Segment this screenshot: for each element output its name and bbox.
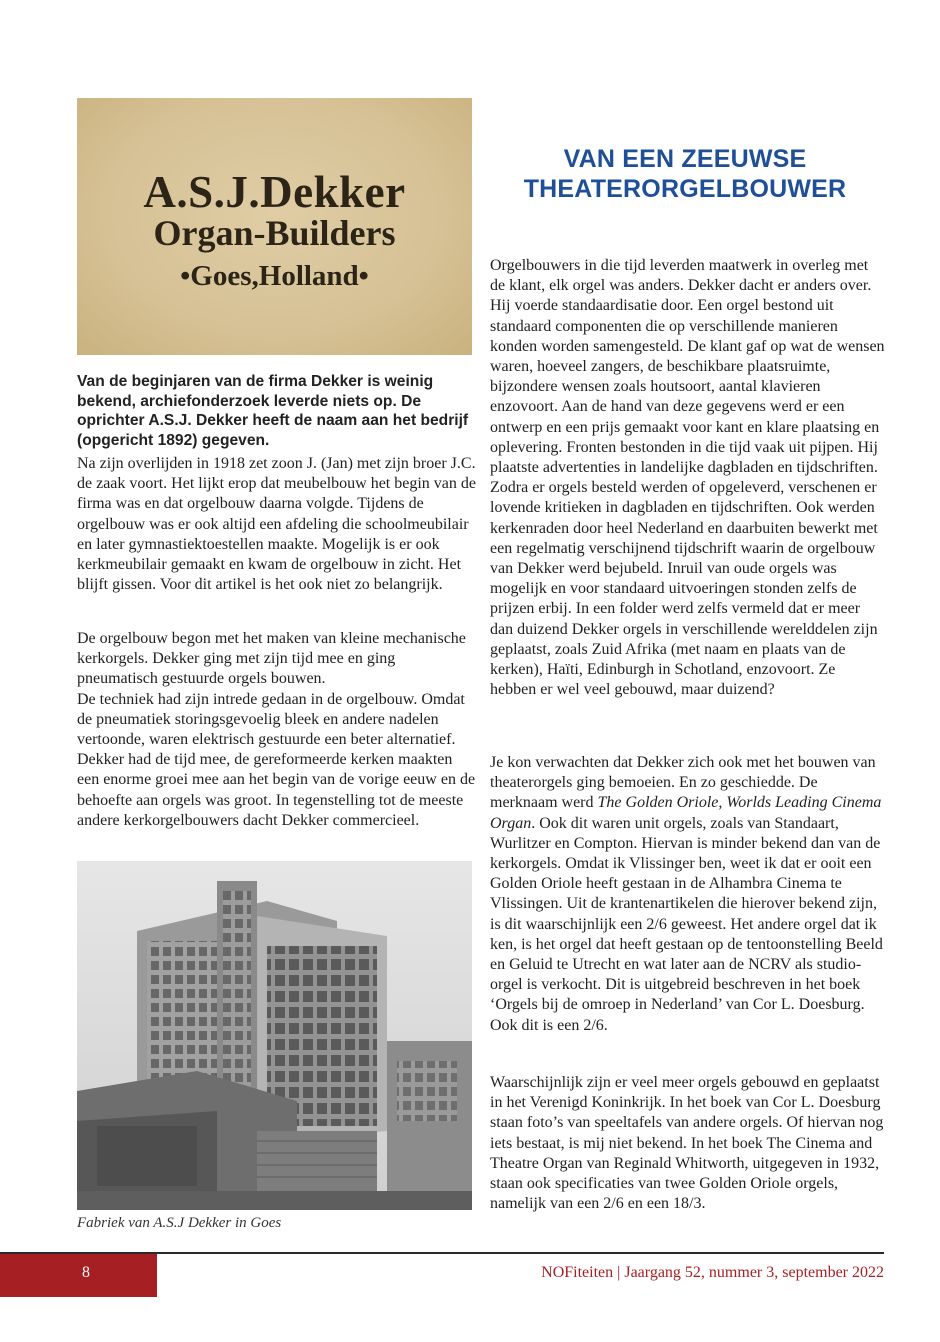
dekker-logo-image [77,98,472,355]
logo-line-2: Organ-Builders [153,213,396,253]
title-line-1: VAN EEN ZEEUWSE [563,145,807,173]
photo-caption: Fabriek van A.S.J Dekker in Goes [77,1215,282,1231]
title-line-2: THEATERORGELBOUWER [523,175,847,203]
publication-info: NOFiteiten | Jaargang 52, nummer 3, september 2022 [541,1264,884,1281]
theatre-organs-text-b: . Ook dit waren unit orgels, zoals van Standaart, Wurlitzer en Compton. Hiervan is minder bekend dan van de kerkorgels. Omdat ik Vlissinger ben, weet ik dat er ooit een Golden Oriole heeft gestaan in de Alhambra Cinema te Vlissingen. Uit de krantenartikelen die hierover bekend zijn, is dit waarschijnlijk een 2/6 geweest. Het andere orgel dat ik ken, is het orgel dat heeft gestaan op de tentoonstelling Beeld en Geluid te Utrecht en wat later aan de NCRV als studio-orgel is verkocht. Dit is uitgebreid beschreven in het boek ‘Orgels bij de omroep in Nederland’ van Cor L. Doesburg. Ook dit is een 2/6. [490,814,883,1034]
logo-line-3: •Goes,Holland• [180,260,369,292]
article-title [485,144,885,204]
paragraph-standardisation: Orgelbouwers in die tijd leverden maatwerk in overleg met de klant, elk orgel was anders. Dekker dacht er anders over. Hij voerde standaardisatie door. Een orgel bestond uit standaard componenten die op verschillende manieren konden worden samengesteld. De klant gaf op wat de wensen waren, hoeveel zangers, de beschikbare plaatsruimte, bijzondere wensen zoals houtsoort, aantal klavieren enzovoort. Aan de hand van deze gegevens werd er een ontwerp en een prijs gemaakt voor kant en klare plaatsing en oplevering. Fronten bestonden in die tijd vaak uit pijpen. Hij plaatste advertenties in landelijke dagbladen en tijdschriften. Zodra er orgels besteld werden of opgeleverd, verschenen er lovende kritieken in dagbladen en tijdschriften. Ook werden kerkenraden door heel Nederland en daarbuiten bewerkt met een regelmatig verschijnend tijdschrift waarin de orgelbouw van Dekker werd bejubeld. Inruil van oude orgels was mogelijk en voor standaard uitvoeringen stonden zelfs de prijzen erbij. In een folder werd zelfs vermeld dat er meer dan duizend Dekker orgels in verschillende werelddelen zijn geplaatst, zoals Zuid Afrika (met naam en plaats van de kerken), Haïti, Edinburgh in Schotland, enzovoort. Ze hebben er wel veel gebouwd, maar duizend? [490,257,885,699]
page-number-box [0,1254,157,1297]
theatre-organs-text-a: Je kon verwachten dat Dekker zich ook met het bouwen van theaterorgels ging bemoeien. En zo geschiedde. De merknaam werd [490,754,876,812]
paragraph-organbuilding-a: De orgelbouw begon met het maken van kleine mechanische kerkorgels. Dekker ging met zijn tijd mee en ging pneumatisch gestuurde orgels bouwen. [77,630,466,688]
factory-photo [77,861,472,1210]
page-number: 8 [82,1264,90,1281]
paragraph-united-kingdom: Waarschijnlijk zijn er veel meer orgels gebouwd en geplaatst in het Verenigd Koninkrijk. In het boek van Cor L. Doesburg staan foto’s van speeltafels van andere orgels. Of hiervan nog iets bestaat, is mij niet bekend. In het boek The Cinema and Theatre Organ van Reginald Whitworth, uitgegeven in 1932, staan ook specificaties van twee Golden Oriole orgels, namelijk van een 2/6 en een 18/3. [490,1074,884,1213]
paragraph-organbuilding-b: De techniek had zijn intrede gedaan in de orgelbouw. Omdat de pneumatiek storingsgevoelig bleek en andere nadelen vertoonde, waren elektrisch gestuurde een beter alternatief. Dekker had de tijd mee, de gereformeerde kerken maakten een enorme groei mee aan het begin van de vorige eeuw en de behoefte aan orgels was groot. In tegenstelling tot de meeste andere kerkorgelbouwers dacht Dekker commercieel. [77,690,476,829]
intro-paragraph: Van de beginjaren van de firma Dekker is weinig bekend, archiefonderzoek leverde niets op. De oprichter A.S.J. Dekker heeft de naam aan het bedrijf (opgericht 1892) gegeven. [77,373,469,449]
paragraph-theatre-organs [490,753,885,1036]
brand-name: The Golden Oriole, Worlds Leading Cinema Organ [490,794,882,832]
logo-line-1: A.S.J.Dekker [143,167,406,217]
paragraph-history: Na zijn overlijden in 1918 zet zoon J. (Jan) met zijn broer J.C. de zaak voort. Het lijkt erop dat meubelbouw het begin van de firma was en dat orgelbouw daarna volgde. Tijdens de orgelbouw was er ook altijd een afdeling die schoolmeubilair en later gymnastiektoestellen maakte. Mogelijk is er ook kerkmeubilair gemaakt en kwam de orgelbouw in zicht. Het blijft gissen. Voor dit artikel is het ook niet zo belangrijk. [77,455,476,594]
paragraph-organbuilding [77,629,477,831]
